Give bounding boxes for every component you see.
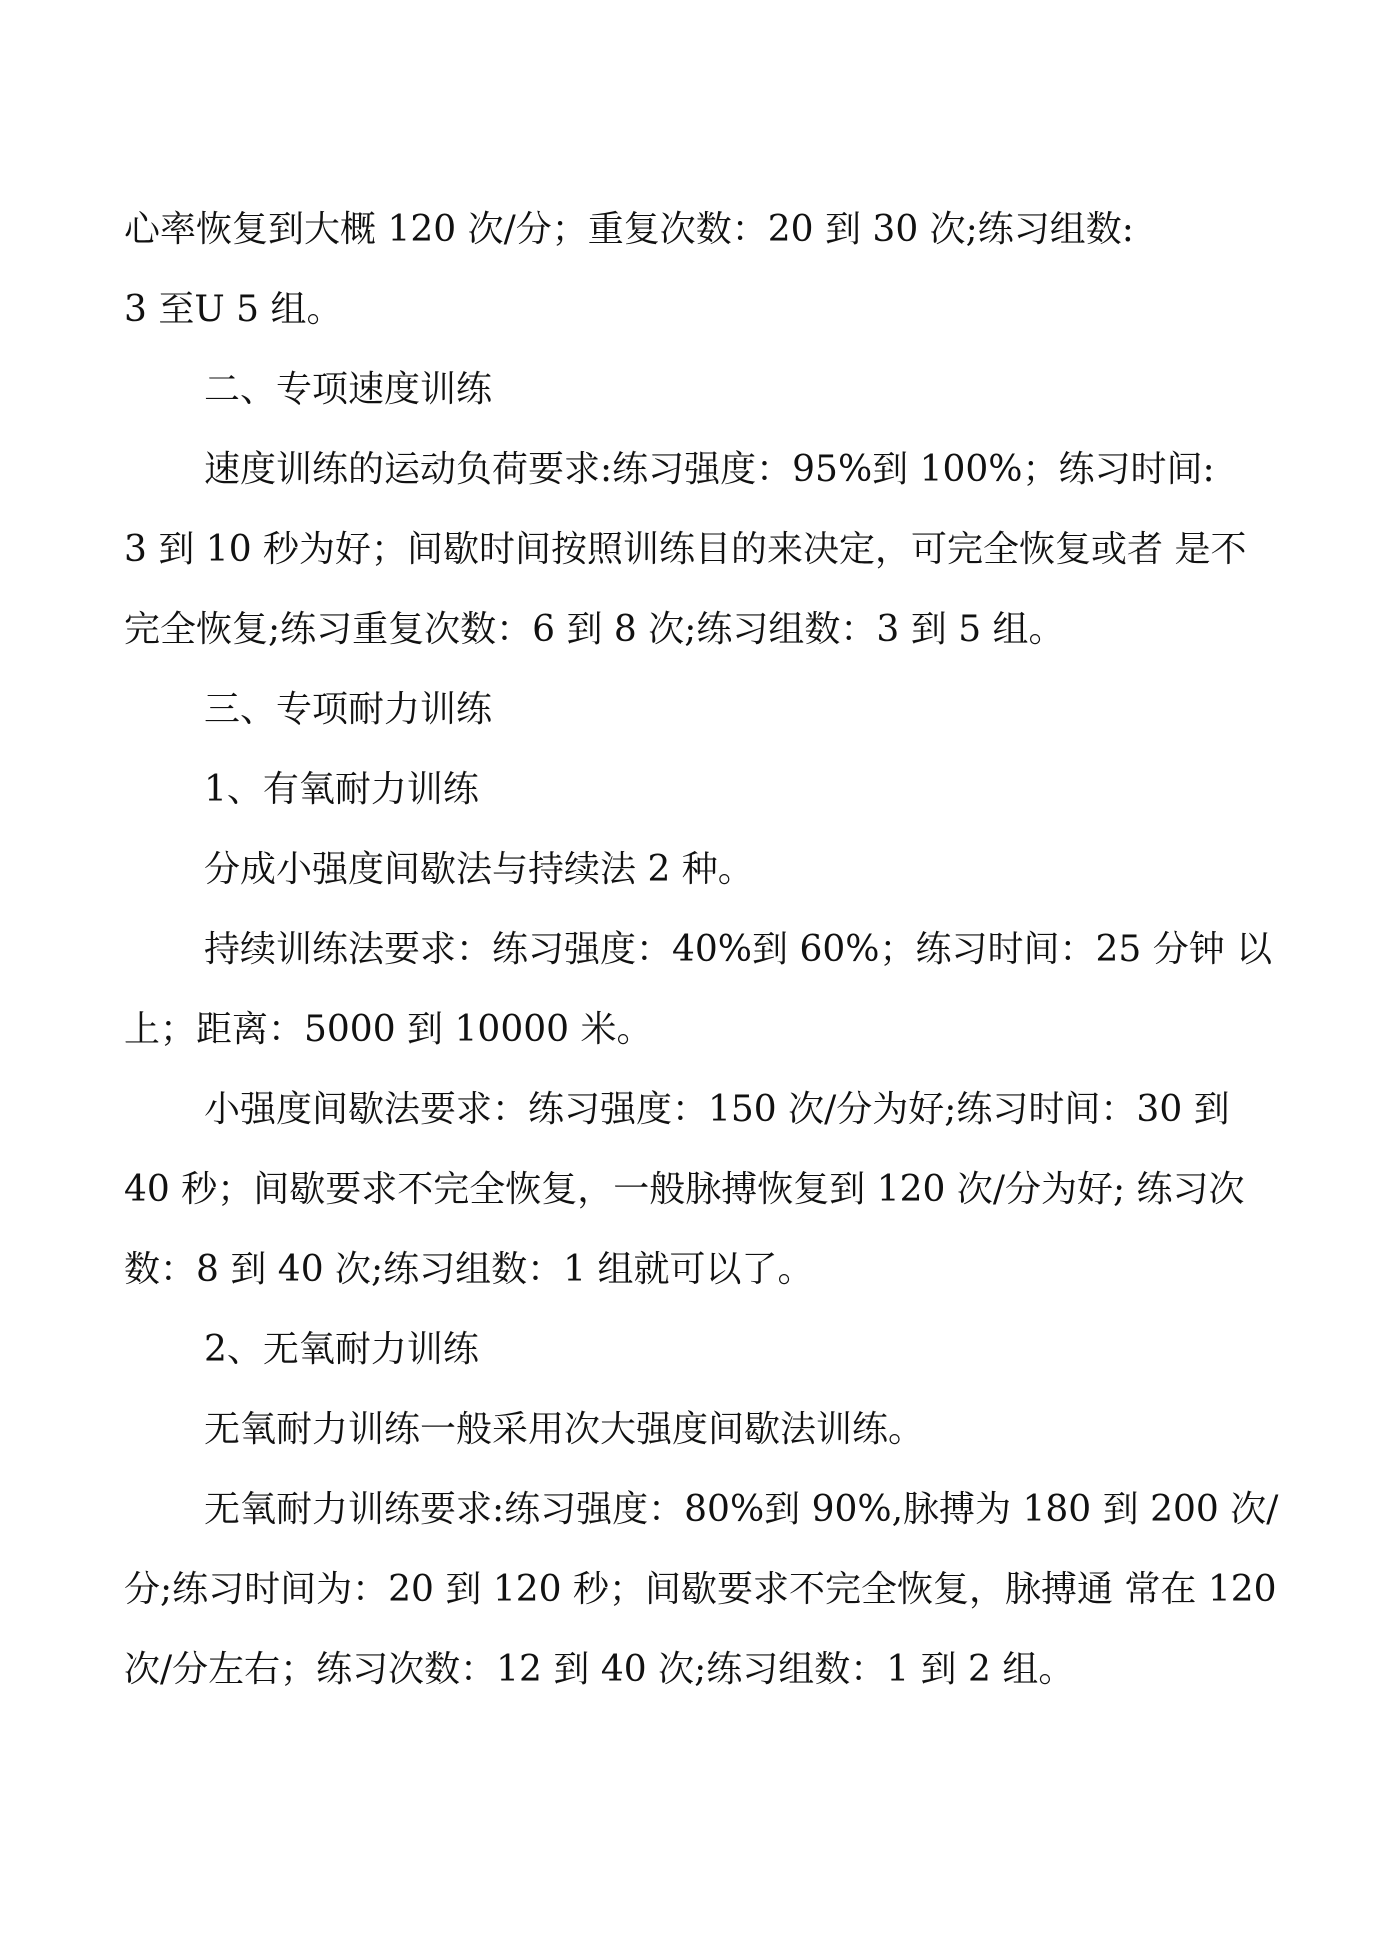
body-text-line: 持续训练法要求：练习强度：40%到 60%；练习时间：25 分钟 以: [204, 929, 1273, 970]
body-text-line: 完全恢复;练习重复次数：6 到 8 次;练习组数：3 到 5 组。: [124, 609, 1065, 650]
subsection-heading: 2、无氧耐力训练: [204, 1329, 479, 1370]
body-text-line: 3 到 10 秒为好；间歇时间按照训练目的来决定，可完全恢复或者 是不: [124, 529, 1247, 570]
section-heading: 三、专项耐力训练: [204, 689, 493, 730]
body-text-line: 心率恢复到大概 120 次/分；重复次数：20 到 30 次;练习组数:: [124, 209, 1134, 250]
body-text-line: 3 至U 5 组。: [124, 289, 343, 330]
body-text-line: 次/分左右；练习次数：12 到 40 次;练习组数：1 到 2 组。: [124, 1649, 1075, 1690]
body-text-line: 数：8 到 40 次;练习组数：1 组就可以了。: [124, 1249, 814, 1290]
body-text-line: 上；距离：5000 到 10000 米。: [124, 1009, 653, 1050]
body-text-line: 40 秒；间歇要求不完全恢复，一般脉搏恢复到 120 次/分为好; 练习次: [124, 1169, 1245, 1210]
body-text-line: 分;练习时间为：20 到 120 秒；间歇要求不完全恢复，脉搏通 常在 120: [124, 1569, 1277, 1610]
body-text-line: 分成小强度间歇法与持续法 2 种。: [204, 849, 754, 890]
body-text-line: 无氧耐力训练要求:练习强度：80%到 90%,脉搏为 180 到 200 次/: [204, 1489, 1279, 1530]
section-heading: 二、专项速度训练: [204, 369, 493, 410]
subsection-heading: 1、有氧耐力训练: [204, 769, 479, 810]
body-text-line: 速度训练的运动负荷要求:练习强度：95%到 100%；练习时间:: [204, 449, 1215, 490]
body-text-line: 小强度间歇法要求：练习强度：150 次/分为好;练习时间：30 到: [204, 1089, 1230, 1130]
body-text-line: 无氧耐力训练一般采用次大强度间歇法训练。: [204, 1409, 925, 1450]
